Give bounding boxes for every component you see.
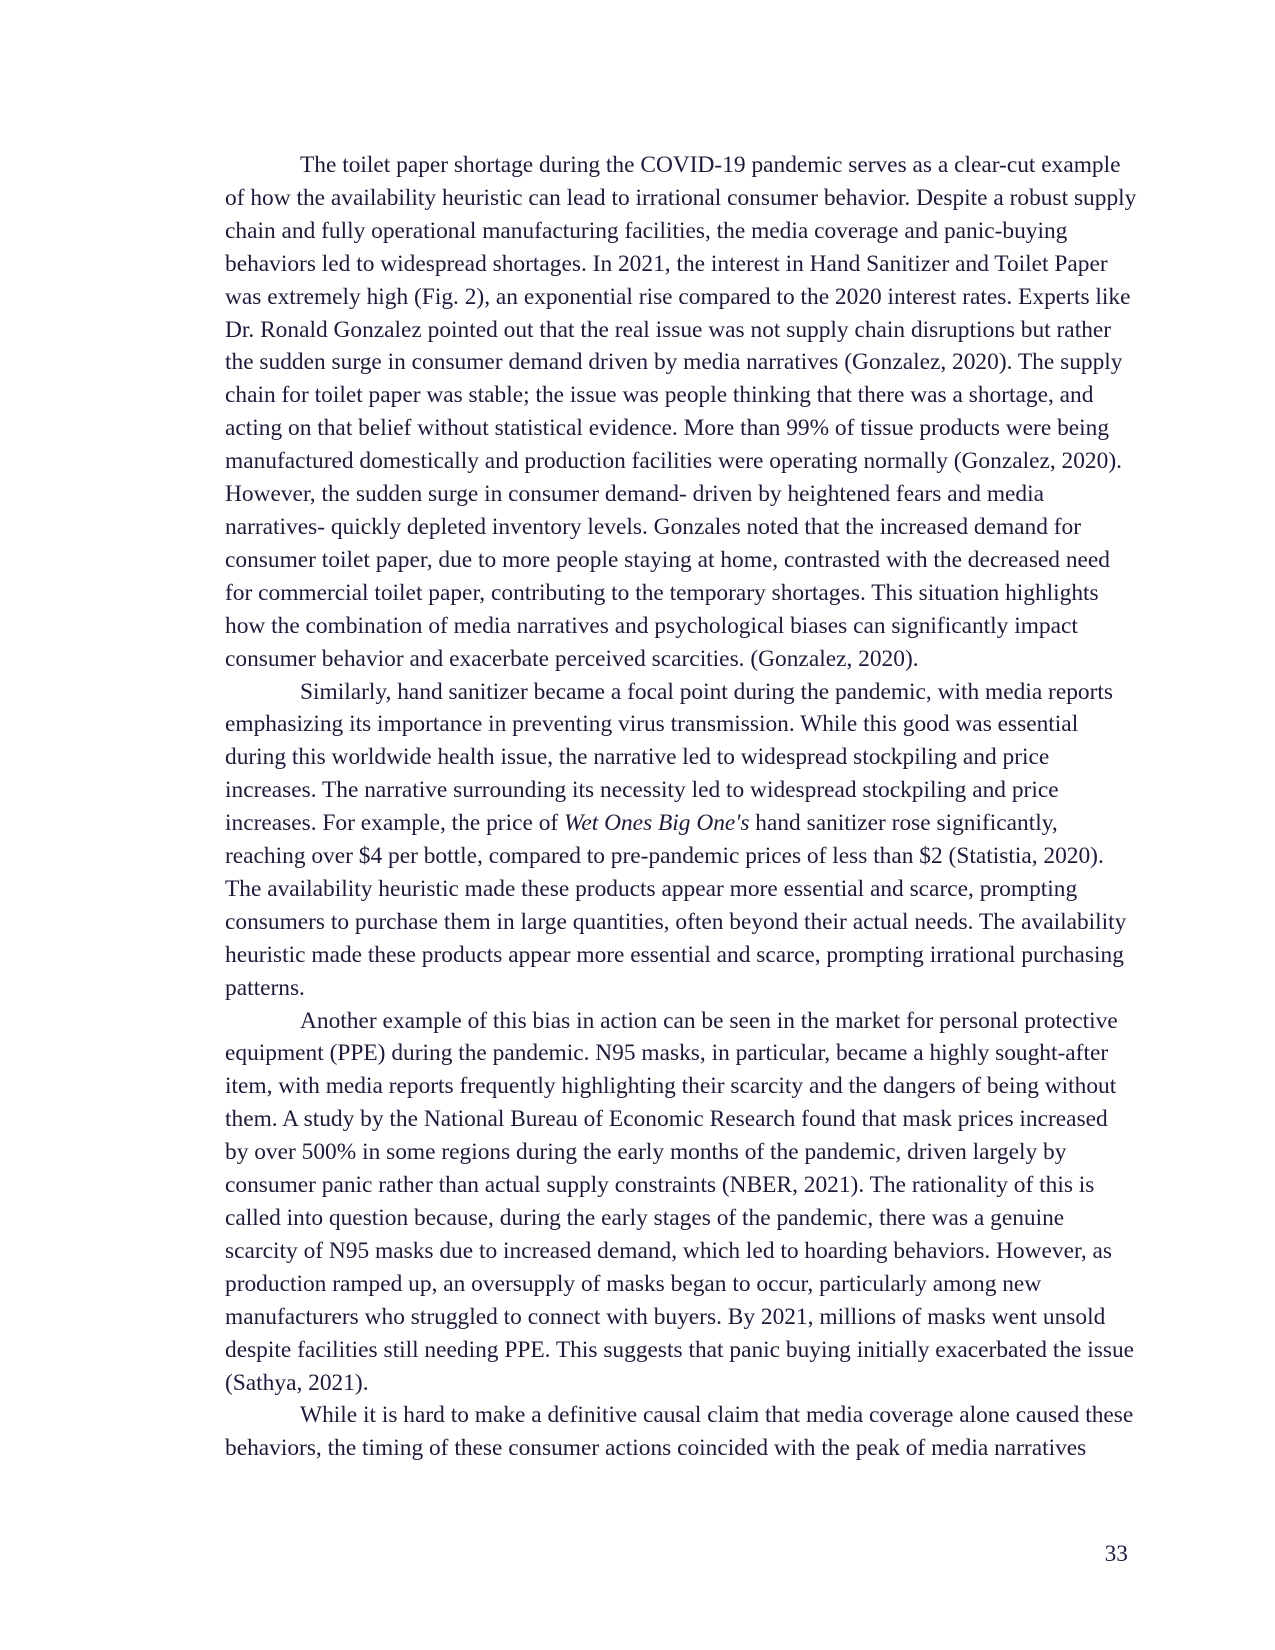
text-line: consumer panic rather than actual supply constraints (NBER, 2021). The rationality of this is: [225, 1172, 1095, 1199]
text-line: consumer toilet paper, due to more people staying at home, contrasted with the decreased need: [225, 546, 1110, 573]
text-line: for commercial toilet paper, contributing to the temporary shortages. This situation highlights: [225, 579, 1099, 606]
paragraph-ppe: [150, 1005, 1135, 1400]
text-line: item, with media reports frequently highlighting their scarcity and the dangers of being without: [225, 1073, 1117, 1100]
text-line: Dr. Ronald Gonzalez pointed out that the real issue was not supply chain disruptions but rather: [225, 316, 1112, 343]
text-line: reaching over $4 per bottle, compared to pre-pandemic prices of less than $2 (Statistia, 2020).: [225, 843, 1104, 870]
text-line: them. A study by the National Bureau of Economic Research found that mask prices increased: [225, 1106, 1108, 1133]
text-line: The toilet paper shortage during the COVID-19 pandemic serves as a clear-cut example: [300, 152, 1121, 178]
text-line: called into question because, during the early stages of the pandemic, there was a genuine: [225, 1205, 1065, 1231]
product-name-italic: Wet Ones Big One's: [564, 810, 750, 837]
text-line: behaviors led to widespread shortages. In 2021, the interest in Hand Sanitizer and Toilet Paper: [225, 250, 1108, 277]
text-line: consumer behavior and exacerbate perceived scarcities. (Gonzalez, 2020).: [225, 645, 919, 672]
text-line: manufactured domestically and production facilities were operating normally (Gonzalez, 2020).: [225, 448, 1122, 475]
text-line: emphasizing its importance in preventing virus transmission. While this good was essential: [225, 711, 1079, 738]
text-line: The availability heuristic made these products appear more essential and scarce, prompting: [225, 875, 1078, 902]
text-line: While it is hard to make a definitive causal claim that media coverage alone caused these: [300, 1402, 1134, 1429]
text-line-with-italic: [150, 807, 1130, 840]
text-line: during this worldwide health issue, the narrative led to widespread stockpiling and price: [225, 744, 1050, 771]
paragraph-hand-sanitizer: [150, 676, 1130, 1005]
text-line: production ramped up, an oversupply of masks began to occur, particularly among new: [225, 1270, 1042, 1297]
text-line: However, the sudden surge in consumer demand- driven by heightened fears and media: [225, 481, 1044, 508]
text-line: chain for toilet paper was stable; the issue was people thinking that there was a shortage, and: [225, 382, 1094, 409]
text-line: consumers to purchase them in large quantities, often beyond their actual needs. The availability: [225, 908, 1127, 935]
text-line: (Sathya, 2021).: [225, 1369, 369, 1396]
text-line: scarcity of N95 masks due to increased demand, which led to hoarding behaviors. However, as: [225, 1237, 1112, 1264]
text-line: of how the availability heuristic can lead to irrational consumer behavior. Despite a robust supply: [225, 184, 1137, 211]
body-text: [150, 149, 1137, 1465]
text-line: how the combination of media narratives and psychological biases can significantly impact: [225, 612, 1078, 639]
text-line: heuristic made these products appear more essential and scarce, prompting irrational purchasing: [225, 941, 1124, 968]
text-line: the sudden surge in consumer demand driven by media narratives (Gonzalez, 2020). The supply: [225, 349, 1123, 376]
text-line: behaviors, the timing of these consumer actions coincided with the peak of media narratives: [225, 1435, 1087, 1462]
text-line: acting on that belief without statistical evidence. More than 99% of tissue products were being: [225, 415, 1110, 442]
text-segment: hand sanitizer rose significantly,: [749, 810, 1058, 837]
text-line: narratives- quickly depleted inventory levels. Gonzales noted that the increased demand for: [225, 513, 1082, 540]
paragraph-causal-claim: [150, 1399, 1134, 1465]
text-line: by over 500% in some regions during the early months of the pandemic, driven largely by: [225, 1139, 1067, 1166]
text-segment: increases. For example, the price of: [225, 810, 565, 837]
text-line: chain and fully operational manufacturing facilities, the media coverage and panic-buying: [225, 217, 1068, 244]
text-line: despite facilities still needing PPE. This suggests that panic buying initially exacerbated the issue: [225, 1336, 1135, 1363]
text-line: Another example of this bias in action can be seen in the market for personal protective: [300, 1007, 1118, 1034]
text-line: Similarly, hand sanitizer became a focal point during the pandemic, with media reports: [300, 678, 1113, 705]
text-line: patterns.: [225, 974, 305, 1001]
text-line: equipment (PPE) during the pandemic. N95 masks, in particular, became a highly sought-after: [225, 1040, 1109, 1067]
paragraph-toilet-paper: [150, 149, 1137, 676]
text-line: manufacturers who struggled to connect with buyers. By 2021, millions of masks went unsold: [225, 1303, 1106, 1330]
text-line: was extremely high (Fig. 2), an exponential rise compared to the 2020 interest rates. Experts like: [225, 283, 1131, 310]
text-line: increases. The narrative surrounding its necessity led to widespread stockpiling and price: [225, 777, 1059, 804]
page-number: 33: [1104, 1541, 1128, 1567]
